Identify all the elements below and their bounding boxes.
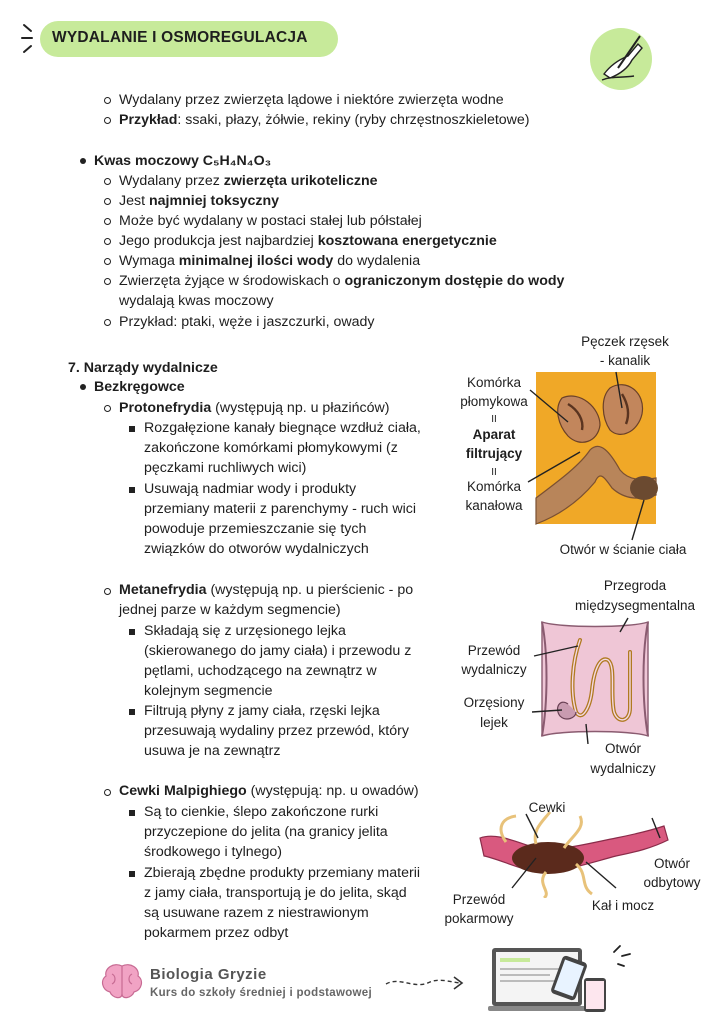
intro-line-1: Wydalany przez zwierzęta lądowe i niektóre zwierzęta wodne xyxy=(119,92,504,108)
label-aparat-1: Aparat xyxy=(472,427,516,442)
label-lejek-2: lejek xyxy=(480,715,508,730)
bullet-icon xyxy=(104,278,111,285)
uric-line-7: Przykład: ptaki, węże i jaszczurki, owady xyxy=(119,314,375,330)
proto-p2-4: związków do otworów wydalniczych xyxy=(144,541,369,557)
malp-p1-1: Są to cienkie, ślepo zakończone rurki xyxy=(144,804,379,820)
text: Jego produkcja jest najbardziej xyxy=(119,233,318,249)
malp-title xyxy=(119,781,419,801)
label-komorka-plom-1: Komórka xyxy=(466,375,522,390)
label-cewki: Cewki xyxy=(528,800,566,815)
text: Zwierzęta żyjące w środowiskach o xyxy=(119,273,345,289)
bullet-icon xyxy=(104,319,111,326)
malp-note: (występują: np. u owadów) xyxy=(246,783,419,799)
label-peczek-1: Pęczek rzęsek xyxy=(581,334,669,349)
malp-p1-2: przyczepione do jelita (na granicy jelita xyxy=(144,824,388,840)
arrow-icon xyxy=(384,972,466,994)
bullet-icon xyxy=(104,238,111,245)
text-bold: minimalnej ilości wody xyxy=(178,253,334,269)
bullet-icon xyxy=(104,588,111,595)
meta-title xyxy=(119,580,413,600)
uric-line-1 xyxy=(119,171,378,191)
intro-line-2 xyxy=(119,110,530,130)
meta-note: (występują np. u pierścienic - po xyxy=(206,582,414,598)
bullet-icon xyxy=(129,810,135,816)
label-otwor-sciana: Otwór w ścianie ciała xyxy=(559,542,687,557)
bullet-icon xyxy=(129,487,135,493)
bullet-icon xyxy=(104,789,111,796)
brand-tagline: Kurs do szkoły średniej i podstawowej xyxy=(150,987,372,999)
label-komorka-kan-2: kanałowa xyxy=(465,498,523,513)
writing-hand-icon xyxy=(588,26,654,92)
label-otwor-wyd-1: Otwór xyxy=(604,741,641,756)
bullet-icon xyxy=(104,198,111,205)
metanephridium-diagram xyxy=(520,612,670,744)
label-eq-2: II xyxy=(491,467,497,478)
bullet-icon xyxy=(80,384,86,390)
brain-logo-icon xyxy=(100,962,144,1000)
section-heading: 7. Narządy wydalnicze xyxy=(68,360,218,376)
bullet-icon xyxy=(104,117,111,124)
uric-heading: Kwas moczowy C₅H₄N₄O₃ xyxy=(94,153,272,169)
malp-p2-2: z jamy ciała, transportują je do jelita, skąd xyxy=(144,885,407,901)
uric-line-5 xyxy=(119,251,420,271)
label-otwor-odb-1: Otwór xyxy=(653,856,690,871)
label-przegroda-2: międzysegmentalna xyxy=(574,598,696,613)
malp-p2-4: pokarmem przez odbyt xyxy=(144,925,289,941)
label-eq-1: II xyxy=(491,414,497,425)
label-komorka-plom-2: płomykowa xyxy=(460,394,528,409)
text: Wymaga xyxy=(119,253,179,269)
label-peczek-2: - kanalik xyxy=(599,353,651,368)
bullet-icon xyxy=(80,158,86,164)
bullet-icon xyxy=(129,709,135,715)
text: do wydalenia xyxy=(333,253,421,269)
intro-example-text: : ssaki, płazy, żółwie, rekiny (ryby chrzęstnoszkieletowe) xyxy=(177,112,530,128)
meta-note-2: jednej parze w każdym segmencie) xyxy=(119,602,341,618)
text-bold: ograniczonym dostępie do wody xyxy=(344,273,565,289)
meta-p2-2: przesuwają wydaliny przez przewód, który xyxy=(144,723,409,739)
bullet-icon xyxy=(129,426,135,432)
intro-example-label: Przykład xyxy=(119,112,178,128)
label-przewod-pok-1: Przewód xyxy=(452,892,506,907)
text: Wydalany przez xyxy=(119,173,224,189)
label-przewod-pok-2: pokarmowy xyxy=(444,911,514,926)
uric-line-2 xyxy=(119,191,279,211)
uric-line-6-cont: wydalają kwas moczowy xyxy=(119,293,274,309)
meta-p1-4: kolejnym segmencie xyxy=(144,683,273,699)
brand-name: Biologia Gryzie xyxy=(150,966,267,983)
proto-name: Protonefrydia xyxy=(119,400,212,416)
label-kal-mocz: Kał i mocz xyxy=(591,898,655,913)
label-przegroda-1: Przegroda xyxy=(603,578,667,593)
malp-p2-1: Zbierają zbędne produkty przemiany materii xyxy=(144,865,420,881)
bullet-icon xyxy=(104,178,111,185)
proto-title xyxy=(119,398,389,418)
uric-line-4 xyxy=(119,231,497,251)
meta-p2-1: Filtrują płyny z jamy ciała, rzęski lejka xyxy=(144,703,380,719)
meta-name: Metanefrydia xyxy=(119,582,207,598)
meta-p1-1: Składają się z urzęsionego lejka xyxy=(144,623,346,639)
uric-line-3: Może być wydalany w postaci stałej lub półstałej xyxy=(119,213,422,229)
bullet-icon xyxy=(129,871,135,877)
page-title: WYDALANIE I OSMOREGULACJA xyxy=(52,29,308,46)
proto-p1-2: zakończone komórkami płomykowymi (z xyxy=(144,440,398,456)
bullet-icon xyxy=(104,405,111,412)
uric-line-6 xyxy=(119,271,564,291)
proto-p2-2: przemiany materii z parenchymy - ruch wici xyxy=(144,501,417,517)
malp-name: Cewki Malpighiego xyxy=(119,783,247,799)
text-bold: zwierzęta urikoteliczne xyxy=(223,173,378,189)
bullet-icon xyxy=(104,218,111,225)
malp-p2-3: są usuwane razem z niestrawionym xyxy=(144,905,369,921)
text: Jest xyxy=(119,193,149,209)
label-lejek-1: Orzęsiony xyxy=(463,695,525,710)
label-aparat-2: filtrujący xyxy=(465,446,523,461)
meta-p2-3: usuwa je na zewnątrz xyxy=(144,743,281,759)
proto-p1-1: Rozgałęzione kanały biegnące wzdłuż ciała, xyxy=(144,420,421,436)
meta-p1-3: pętlami, uchodzącego na zewnątrz w xyxy=(144,663,377,679)
bullet-icon xyxy=(104,258,111,265)
bullet-icon xyxy=(129,629,135,635)
proto-p1-3: pęczkami ruchliwych wici) xyxy=(144,460,307,476)
sparkle-icon xyxy=(610,942,632,968)
label-komorka-kan-1: Komórka xyxy=(466,479,522,494)
text-bold: kosztowana energetycznie xyxy=(317,233,497,249)
malp-p1-3: środkowego i tylnego) xyxy=(144,844,283,860)
label-przewod-wyd-2: wydalniczy xyxy=(461,662,527,677)
text-bold: najmniej toksyczny xyxy=(148,193,280,209)
subsection-heading: Bezkręgowce xyxy=(94,379,185,395)
label-przewod-wyd-1: Przewód xyxy=(467,643,521,658)
proto-p2-1: Usuwają nadmiar wody i produkty xyxy=(144,481,357,497)
proto-note: (występują np. u płazińców) xyxy=(211,400,390,416)
proto-p2-3: powoduje przemieszczanie się tych xyxy=(144,521,367,537)
meta-p1-2: (skierowanego do jamy ciała) i przewodu z xyxy=(144,643,412,659)
label-otwor-odb-2: odbytowy xyxy=(643,875,701,890)
bullet-icon xyxy=(104,97,111,104)
sparkle-icon xyxy=(20,22,42,56)
label-otwor-wyd-2: wydalniczy xyxy=(590,761,656,776)
